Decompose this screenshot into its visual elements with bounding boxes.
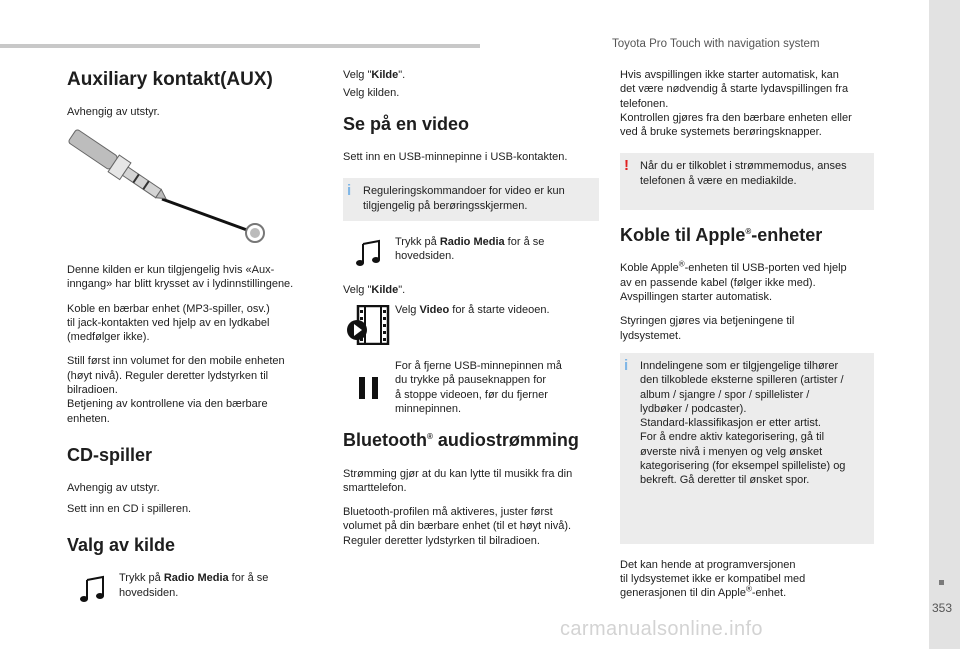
section-title-source: Valg av kilde [67, 534, 176, 555]
section-title-bluetooth: Bluetooth® audiostrømming [343, 430, 579, 451]
column-1 [67, 60, 329, 619]
section-title-apple: Koble til Apple®-enheter [620, 225, 823, 246]
audio-jack-illustration [67, 129, 329, 249]
velg-kilde: Velg "Kilde". [343, 69, 406, 81]
step-text: Trykk på Radio Media for å se hovedsiden. [119, 572, 269, 599]
music-note-icon [67, 571, 119, 607]
video-usb-info: Sett inn en USB-minnepinne i USB-kontakten. [343, 150, 568, 163]
apple-control-info: Styringen gjøres via betjeningene til lydsystemet. [620, 315, 795, 342]
streaming-warning: ! Når du er tilkoblet i strømmemodus, anses telefonen å være en mediakilde. [620, 153, 874, 210]
info-icon: i [624, 356, 629, 374]
section-title-aux: Auxiliary kontakt(AUX) [67, 69, 273, 90]
warning-icon: ! [624, 157, 629, 175]
music-note-icon [343, 235, 395, 271]
aux-activation-info: Denne kilden er kun tilgjengelig hvis «Aux- inngang» har blitt krysset av i lydinnstillingene. [67, 263, 294, 291]
info-icon: i [347, 182, 352, 200]
section-title-cd: CD-spiller [67, 444, 153, 465]
continue-marker [939, 580, 944, 585]
apple-compat-info: Det kan hende at programversjonen til lydsystemet ikke er kompatibel med generasjonen til din Apple®-enhet. [620, 558, 806, 600]
step-select-video: Velg Video for å starte videoen. [343, 303, 599, 347]
page-number: 353 [932, 601, 953, 615]
aux-connect-info: Koble en bærbar enhet (MP3-spiller, osv.) til jack-kontakten ved hjelp av en lydkabel (medfølger ikke). [67, 302, 270, 344]
playback-start-info: Hvis avspillingen ikke starter automatisk, kan det være nødvendig å starte lydavspillingen fra telefonen. Kontrollen gjøres fra den bærbare enheten eller ved å bruke systemets berøringsknapper. [620, 69, 852, 139]
apple-connect-info: Koble Apple®-enheten til USB-porten ved hjelp av en passende kabel (følger ikke med). Avspillingen starter automatisk. [620, 259, 847, 304]
bt-streaming-info: Strømming gjør at du kan lytte til musikk fra din smarttelefon. [343, 467, 573, 494]
page-edge-strip [929, 0, 960, 649]
cd-insert: Sett inn en CD i spilleren. [67, 502, 192, 515]
section-title-video: Se på en video [343, 113, 470, 134]
header-rule [0, 44, 480, 48]
aux-availability: Avhengig av utstyr. [67, 105, 160, 118]
cd-availability: Avhengig av utstyr. [67, 482, 160, 495]
velg-kilden: Velg kilden. [343, 87, 400, 100]
step-pause-remove: For å fjerne USB-minnepinnen må du trykke på pauseknappen for å stoppe videoen, før du fjerner minnepinnen. [343, 359, 599, 417]
velg-kilde-2: Velg "Kilde". [343, 283, 406, 296]
column-3 [620, 60, 874, 611]
step-radio-media-video: Trykk på Radio Media for å se hovedsiden. [343, 235, 599, 271]
categories-note: i Inndelingene som er tilgjengelige tilhører den tilkoblede eksterne spilleren (artister / album / sjangre / spor / spillelister / lydbøker / podcaster). Standard-klassifikasjon er etter artist. For å endre aktiv kategorisering, gå til øverste nivå i menyen og velg ønsket kategorisering (for eksempel spilleliste) og bekreft. Gå deretter til ønsket spor. [620, 353, 874, 544]
bt-profile-info: Bluetooth-profilen må aktiveres, juster først volumet på din bærbare enhet (til et høyt nivå). Reguler deretter lydstyrken til bilradioen. [343, 506, 572, 547]
watermark: carmanualsonline.info [560, 618, 763, 640]
running-header: Toyota Pro Touch with navigation system [612, 38, 820, 50]
column-2 [343, 60, 599, 558]
step-radio-media [67, 571, 329, 607]
video-note: i Reguleringskommandoer for video er kun tilgjengelig på berøringsskjermen. [343, 178, 599, 221]
video-play-icon [343, 303, 395, 347]
pause-icon [343, 359, 395, 417]
aux-volume-info: Still først inn volumet for den mobile enheten (høyt nivå). Reguler deretter lydstyrken til bilradioen. Betjening av kontrollene via den bærbare enheten. [67, 355, 285, 425]
